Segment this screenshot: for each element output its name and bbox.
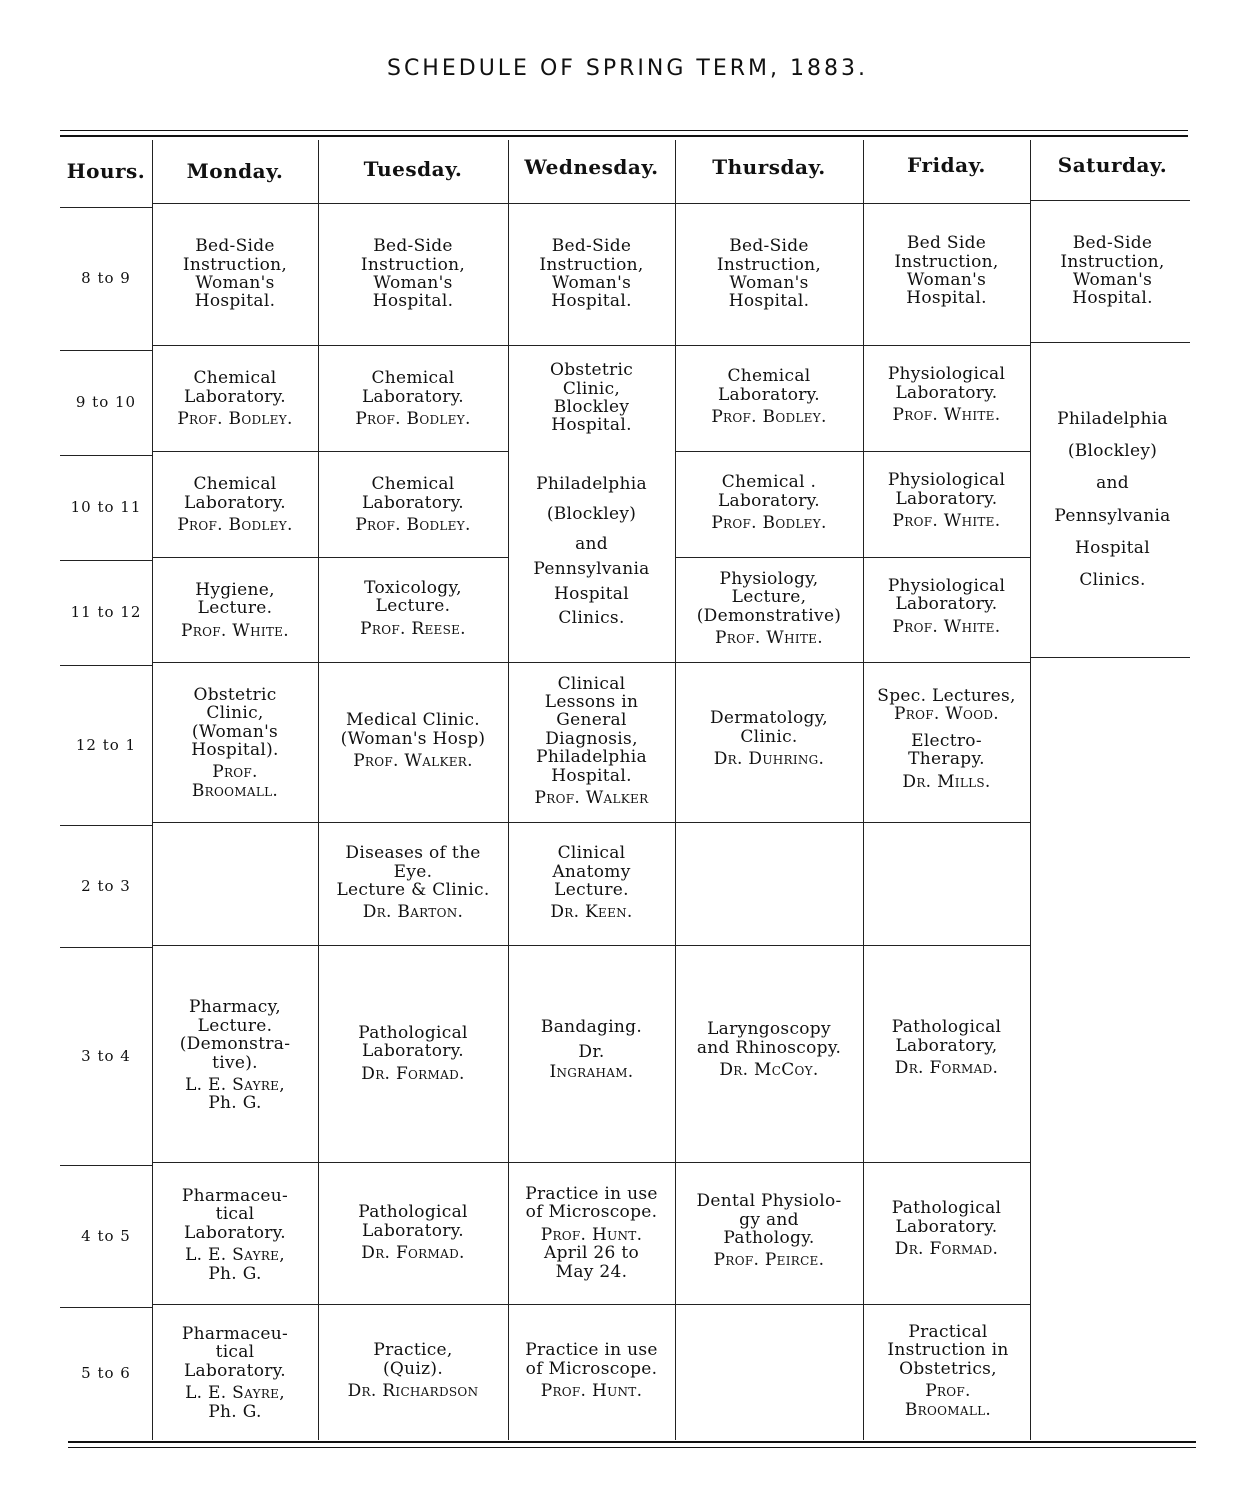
schedule-cell: Chemical Laboratory. Prof. Bodley. bbox=[177, 474, 293, 536]
top-rule bbox=[60, 130, 1188, 131]
bottom-rule bbox=[68, 1441, 1196, 1443]
schedule-cell: Dental Physiolo- gy and Pathology. Prof. Peirce. bbox=[696, 1191, 842, 1271]
schedule-cell: Practice in use of Microscope. Prof. Hunt. bbox=[525, 1340, 658, 1402]
header-saturday: Saturday. bbox=[1057, 153, 1168, 178]
schedule-cell: Chemical Laboratory. Prof. Bodley. bbox=[177, 368, 293, 430]
schedule-cell: Chemical Laboratory. Prof. Bodley. bbox=[355, 474, 471, 536]
schedule-cell: Spec. Lectures, Prof. Wood. Electro- Therapy. Dr. Mills. bbox=[877, 686, 1016, 792]
schedule-cell: Pathological Laboratory. Dr. Formad. bbox=[891, 1198, 1002, 1260]
schedule-cell: Chemical . Laboratory. Prof. Bodley. bbox=[711, 472, 827, 534]
hour-label: 4 to 5 bbox=[81, 1226, 131, 1245]
schedule-cell: Practice, (Quiz). Dr. Richardson bbox=[347, 1340, 479, 1402]
schedule-cell: Chemical Laboratory. Prof. Bodley. bbox=[711, 366, 827, 428]
page-title: SCHEDULE OF SPRING TERM, 1883. bbox=[386, 56, 868, 81]
hour-label: 9 to 10 bbox=[75, 393, 137, 412]
row-divider bbox=[1030, 657, 1190, 658]
schedule-cell: Pennsylvania Hospital Clinics. bbox=[533, 559, 650, 629]
schedule-cell: Bed-Side Instruction, Woman's Hospital. bbox=[716, 236, 822, 312]
schedule-cell: Physiological Laboratory. Prof. White. bbox=[887, 364, 1006, 426]
schedule-cell: Laryngoscopy and Rhinoscopy. Dr. McCoy. bbox=[696, 1019, 842, 1081]
schedule-cell: Clinical Lessons in General Diagnosis, Philadelphia Hospital. Prof. Walker bbox=[534, 673, 649, 808]
schedule-cell: Obstetric Clinic, Blockley Hospital. bbox=[549, 360, 634, 436]
schedule-cell: Bed-Side Instruction, Woman's Hospital. bbox=[360, 236, 466, 312]
schedule-cell: Philadelphia (Blockley) and bbox=[536, 474, 647, 554]
schedule-cell: Practice in use of Microscope. Prof. Hunt. April 26 to May 24. bbox=[525, 1184, 658, 1282]
schedule-cell: Bed-Side Instruction, Woman's Hospital. bbox=[1060, 233, 1165, 309]
hour-label: 3 to 4 bbox=[81, 1046, 131, 1065]
schedule-cell: Bed-Side Instruction, Woman's Hospital. bbox=[182, 236, 288, 312]
bottom-rule bbox=[68, 1447, 1196, 1448]
schedule-cell: Pharmaceu- tical Laboratory. L. E. Sayre, Ph. G. bbox=[181, 1186, 289, 1284]
schedule-cell: Philadelphia (Blockley) and Pennsylvania Hospital Clinics. bbox=[1054, 408, 1171, 591]
schedule-cell: Clinical Anatomy Lecture. Dr. Keen. bbox=[550, 843, 633, 923]
row-divider bbox=[152, 451, 508, 452]
schedule-cell: Physiological Laboratory. Prof. White. bbox=[887, 470, 1006, 532]
schedule-cell: Pharmacy, Lecture. (Demonstra- tive). L. E. Sayre, Ph. G. bbox=[179, 997, 291, 1114]
schedule-cell: Physiological Laboratory. Prof. White. bbox=[887, 575, 1006, 637]
schedule-cell: Chemical Laboratory. Prof. Bodley. bbox=[355, 368, 471, 430]
hour-label: 11 to 12 bbox=[70, 603, 142, 622]
schedule-cell: Pathological Laboratory. Dr. Formad. bbox=[358, 1022, 468, 1084]
schedule-cell: Physiology, Lecture, (Demonstrative) Prof. White. bbox=[696, 568, 842, 648]
header-hours: Hours. bbox=[66, 159, 146, 184]
schedule-cell: Diseases of the Eye. Lecture & Clinic. Dr. Barton. bbox=[336, 843, 490, 923]
hour-label: 10 to 11 bbox=[70, 498, 142, 517]
schedule-cell: Pharmaceu- tical Laboratory. L. E. Sayre, Ph. G. bbox=[181, 1324, 289, 1422]
header-wednesday: Wednesday. bbox=[524, 155, 659, 180]
header-friday: Friday. bbox=[907, 153, 986, 178]
schedule-cell: Practical Instruction in Obstetrics, Prof. Broomall. bbox=[887, 1322, 1009, 1420]
hour-label: 5 to 6 bbox=[81, 1364, 131, 1383]
schedule-cell: Medical Clinic. (Woman's Hosp) Prof. Walker. bbox=[340, 710, 486, 772]
schedule-cell: Bed Side Instruction, Woman's Hospital. bbox=[894, 233, 999, 309]
schedule-cell: Bandaging. Dr. Ingraham. bbox=[540, 1017, 643, 1083]
hour-label: 12 to 1 bbox=[75, 735, 137, 754]
hour-label: 2 to 3 bbox=[81, 876, 131, 895]
header-monday: Monday. bbox=[186, 159, 284, 184]
schedule-cell: Pathological Laboratory. Dr. Formad. bbox=[358, 1202, 468, 1264]
hour-label: 8 to 9 bbox=[81, 269, 131, 288]
header-tuesday: Tuesday. bbox=[363, 157, 463, 182]
schedule-cell: Toxicology, Lecture. Prof. Reese. bbox=[360, 577, 466, 639]
schedule-cell: Dermatology, Clinic. Dr. Duhring. bbox=[709, 708, 829, 770]
schedule-cell: Hygiene, Lecture. Prof. White. bbox=[181, 579, 289, 641]
schedule-cell: Bed-Side Instruction, Woman's Hospital. bbox=[539, 236, 644, 312]
schedule-cell: Pathological Laboratory, Dr. Formad. bbox=[891, 1017, 1002, 1079]
schedule-cell: Obstetric Clinic, (Woman's Hospital). Prof. Broomall. bbox=[191, 684, 279, 801]
header-thursday: Thursday. bbox=[712, 155, 826, 180]
